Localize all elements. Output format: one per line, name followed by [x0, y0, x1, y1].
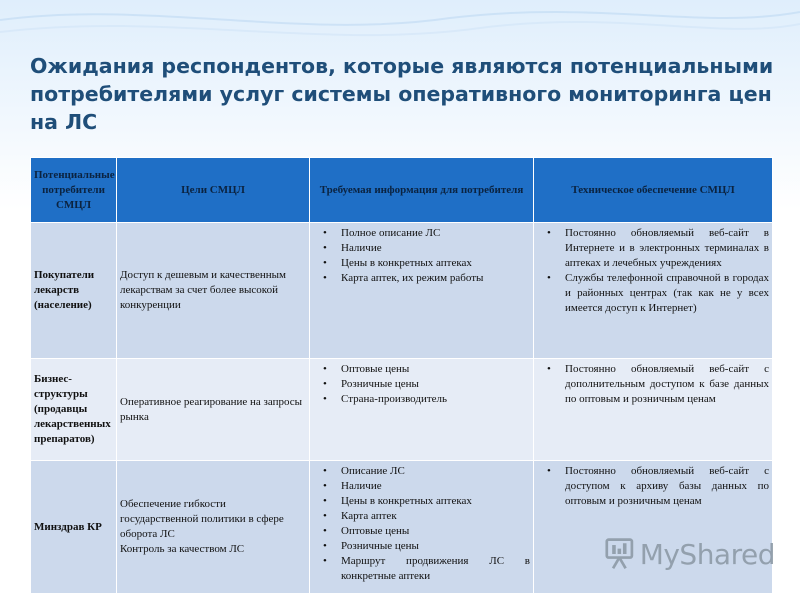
row-category: Минздрав КР: [31, 461, 117, 594]
header-consumers: Потенциальные потребители СМЦЛ: [31, 158, 117, 223]
table-row: [31, 359, 773, 461]
background-waves: [0, 0, 800, 60]
row-info: [310, 223, 534, 359]
row-info: [310, 461, 534, 594]
list-item: • Описание ЛС: [341, 464, 530, 479]
tech-list: [537, 226, 769, 316]
list-item: • Оптовые цены: [341, 524, 530, 539]
goal-text: Обеспечение гибкости государственной политики в сфере оборота ЛС: [120, 498, 284, 540]
expectations-table: [30, 157, 773, 594]
list-item: • Цены в конкретных аптеках: [341, 256, 530, 271]
list-item: • Страна-производитель: [341, 392, 530, 407]
list-item: • Розничные цены: [341, 377, 530, 392]
header-goals: Цели СМЦЛ: [117, 158, 310, 223]
list-item: • Оптовые цены: [341, 362, 530, 377]
list-item: • Полное описание ЛС: [341, 226, 530, 241]
watermark: [605, 534, 775, 574]
info-list: [313, 362, 530, 407]
list-item: • Карта аптек: [341, 509, 530, 524]
presentation-screen-icon: [605, 536, 634, 572]
info-list: [313, 464, 530, 584]
list-item: • Наличие: [341, 241, 530, 256]
info-list: [313, 226, 530, 286]
tech-list: [537, 464, 769, 509]
table-header-row: [31, 158, 773, 223]
header-required-info: Требуемая информация для потребителя: [310, 158, 534, 223]
row-tech: [534, 223, 773, 359]
row-info: [310, 359, 534, 461]
list-item: • Маршрут продвижения ЛС в конкретные аптеки: [341, 554, 530, 584]
list-item: • Наличие: [341, 479, 530, 494]
tech-list: [537, 362, 769, 407]
row-goals: [117, 359, 310, 461]
header-tech-support: Техническое обеспечение СМЦЛ: [534, 158, 773, 223]
list-item: • Розничные цены: [341, 539, 530, 554]
list-item: • Постоянно обновляемый веб-сайт в Интернете и в электронных терминалах в аптеках и лечебных учреждениях: [565, 226, 769, 271]
row-tech: [534, 359, 773, 461]
list-item: • Постоянно обновляемый веб-сайт с дополнительным доступом к базе данных по оптовым и розничным ценам: [565, 362, 769, 407]
goal-text: Доступ к дешевым и качественным лекарствам за счет более высокой конкуренции: [120, 269, 286, 311]
list-item: • Службы телефонной справочной в городах и районных центрах (так как не у всех имеется доступ к Интернет): [565, 271, 769, 316]
goal-text: Контроль за качеством ЛС: [120, 543, 245, 555]
list-item: • Постоянно обновляемый веб-сайт с доступом к архиву базы данных по оптовым и розничным ценам: [565, 464, 769, 509]
goal-text: Оперативное реагирование на запросы рынка: [120, 395, 303, 423]
row-category: Покупатели лекарств (население): [31, 223, 117, 359]
row-category: Бизнес-структуры (продавцы лекарственных препаратов): [31, 359, 117, 461]
row-goals: [117, 461, 310, 594]
row-goals: [117, 223, 310, 359]
slide-title: Ожидания респондентов, которые являются потенциальными потребителями услуг системы оперативного мониторинга цен на ЛС: [30, 54, 774, 134]
list-item: • Цены в конкретных аптеках: [341, 494, 530, 509]
table-row: [31, 223, 773, 359]
watermark-text: MyShared: [639, 537, 775, 571]
list-item: • Карта аптек, их режим работы: [341, 271, 530, 286]
